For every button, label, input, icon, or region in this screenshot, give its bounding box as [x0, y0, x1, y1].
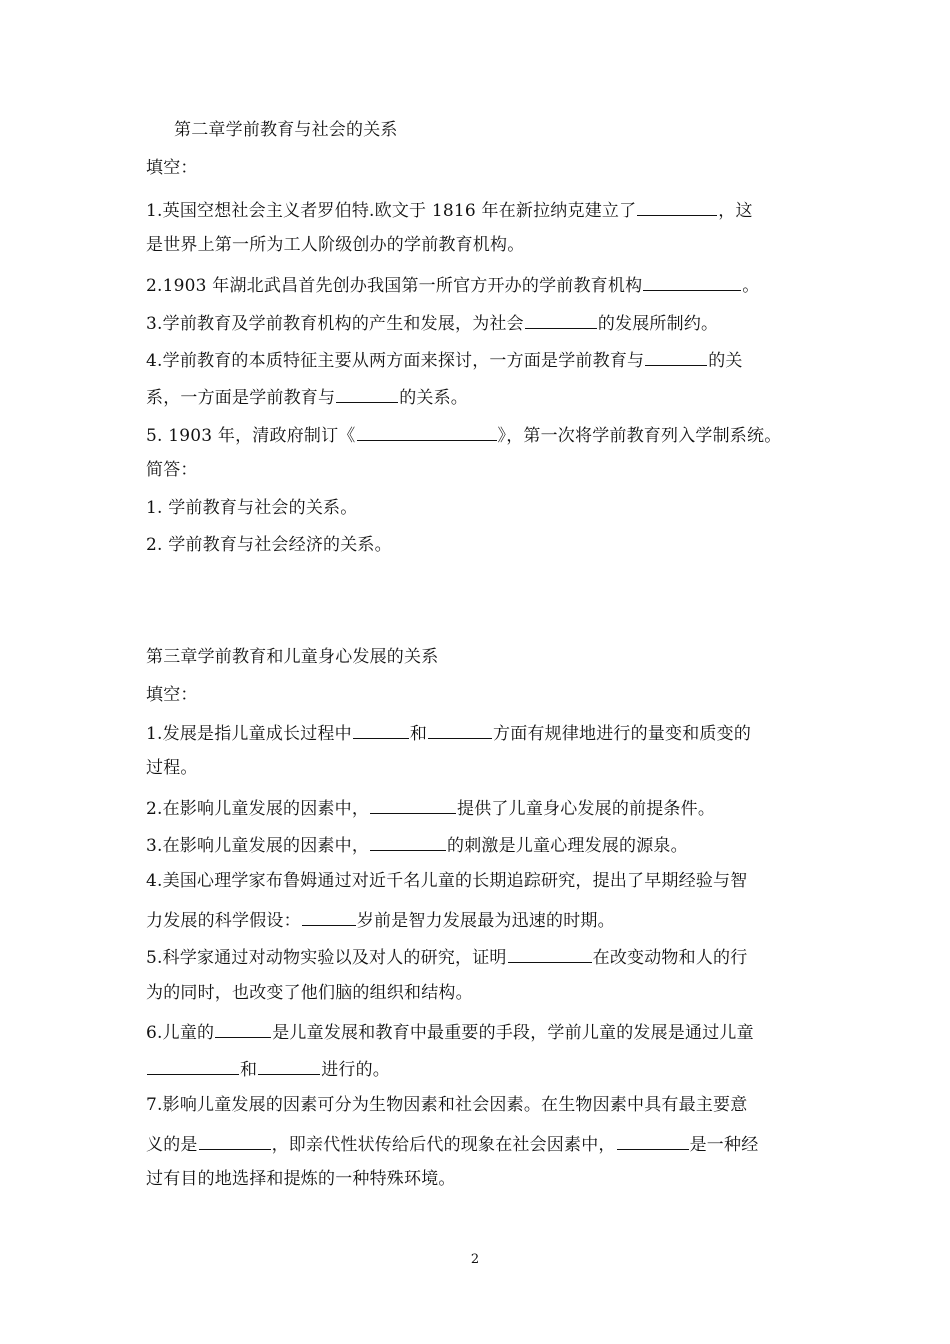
- chapter2-short-heading: 简答：: [146, 460, 198, 480]
- ch2-q5: 5. 1903 年，清政府制订《 》，第一次将学前教育列入学制系统。: [146, 421, 816, 448]
- ch3-q3: 3.在影响儿童发展的因素中， 的刺激是儿童心理发展的源泉。: [146, 831, 816, 858]
- ch3-q7-line1: 7.影响儿童发展的因素可分为生物因素和社会因素。在生物因素中具有最主要意: [146, 1095, 748, 1115]
- answer-blank[interactable]: [428, 719, 492, 739]
- answer-blank[interactable]: [617, 1130, 689, 1150]
- ch2-short-q2: 2. 学前教育与社会经济的关系。: [146, 535, 392, 555]
- chapter3-title: 第三章学前教育和儿童身心发展的关系: [146, 647, 439, 667]
- answer-blank[interactable]: [258, 1055, 320, 1075]
- ch2-q1-line2: 是世界上第一所为工人阶级创办的学前教育机构。: [146, 235, 525, 255]
- ch3-q5-line2: 为的同时，也改变了他们脑的组织和结构。: [146, 983, 473, 1003]
- answer-blank[interactable]: [525, 309, 597, 329]
- answer-blank[interactable]: [353, 719, 409, 739]
- answer-blank[interactable]: [357, 421, 497, 441]
- page-number: 2: [470, 1252, 480, 1267]
- answer-blank[interactable]: [336, 383, 398, 403]
- ch3-q6-line2: 和 进行的。: [146, 1055, 816, 1082]
- ch3-q2: 2.在影响儿童发展的因素中， 提供了儿童身心发展的前提条件。: [146, 794, 816, 821]
- answer-blank[interactable]: [643, 271, 741, 291]
- chapter2-fill-heading: 填空：: [146, 158, 198, 178]
- ch3-q7-line3: 过有目的地选择和提炼的一种特殊环境。: [146, 1169, 456, 1189]
- ch2-q4-line2: 系，一方面是学前教育与 的关系。: [146, 383, 816, 410]
- answer-blank[interactable]: [370, 794, 456, 814]
- answer-blank[interactable]: [302, 906, 356, 926]
- answer-blank[interactable]: [645, 346, 707, 366]
- ch3-q4-line1: 4.美国心理学家布鲁姆通过对近千名儿童的长期追踪研究，提出了早期经验与智: [146, 871, 748, 891]
- ch3-q6-line1: 6.儿童的 是儿童发展和教育中最重要的手段，学前儿童的发展是通过儿童: [146, 1018, 816, 1045]
- answer-blank[interactable]: [215, 1018, 271, 1038]
- ch2-q2: 2.1903 年湖北武昌首先创办我国第一所官方开办的学前教育机构 。: [146, 271, 816, 298]
- ch3-q5-line1: 5.科学家通过对动物实验以及对人的研究，证明 在改变动物和人的行: [146, 943, 816, 970]
- ch2-q4-line1: 4.学前教育的本质特征主要从两方面来探讨，一方面是学前教育与 的关: [146, 346, 816, 373]
- answer-blank[interactable]: [199, 1130, 271, 1150]
- ch2-short-q1: 1. 学前教育与社会的关系。: [146, 498, 358, 518]
- chapter3-fill-heading: 填空：: [146, 685, 198, 705]
- answer-blank[interactable]: [508, 943, 592, 963]
- ch3-q1-line2: 过程。: [146, 758, 198, 778]
- answer-blank[interactable]: [147, 1055, 239, 1075]
- ch3-q7-line2: 义的是 ，即亲代性状传给后代的现象在社会因素中， 是一种经: [146, 1130, 816, 1157]
- ch3-q4-line2: 力发展的科学假设： 岁前是智力发展最为迅速的时期。: [146, 906, 816, 933]
- chapter2-title: 第二章学前教育与社会的关系: [174, 120, 398, 140]
- answer-blank[interactable]: [370, 831, 446, 851]
- answer-blank[interactable]: [637, 196, 717, 216]
- ch2-q3: 3.学前教育及学前教育机构的产生和发展，为社会 的发展所制约。: [146, 309, 816, 336]
- ch2-q1-line1: 1.英国空想社会主义者罗伯特.欧文于 1816 年在新拉纳克建立了 ，这: [146, 196, 816, 223]
- ch3-q1-line1: 1.发展是指儿童成长过程中 和 方面有规律地进行的量变和质变的: [146, 719, 816, 746]
